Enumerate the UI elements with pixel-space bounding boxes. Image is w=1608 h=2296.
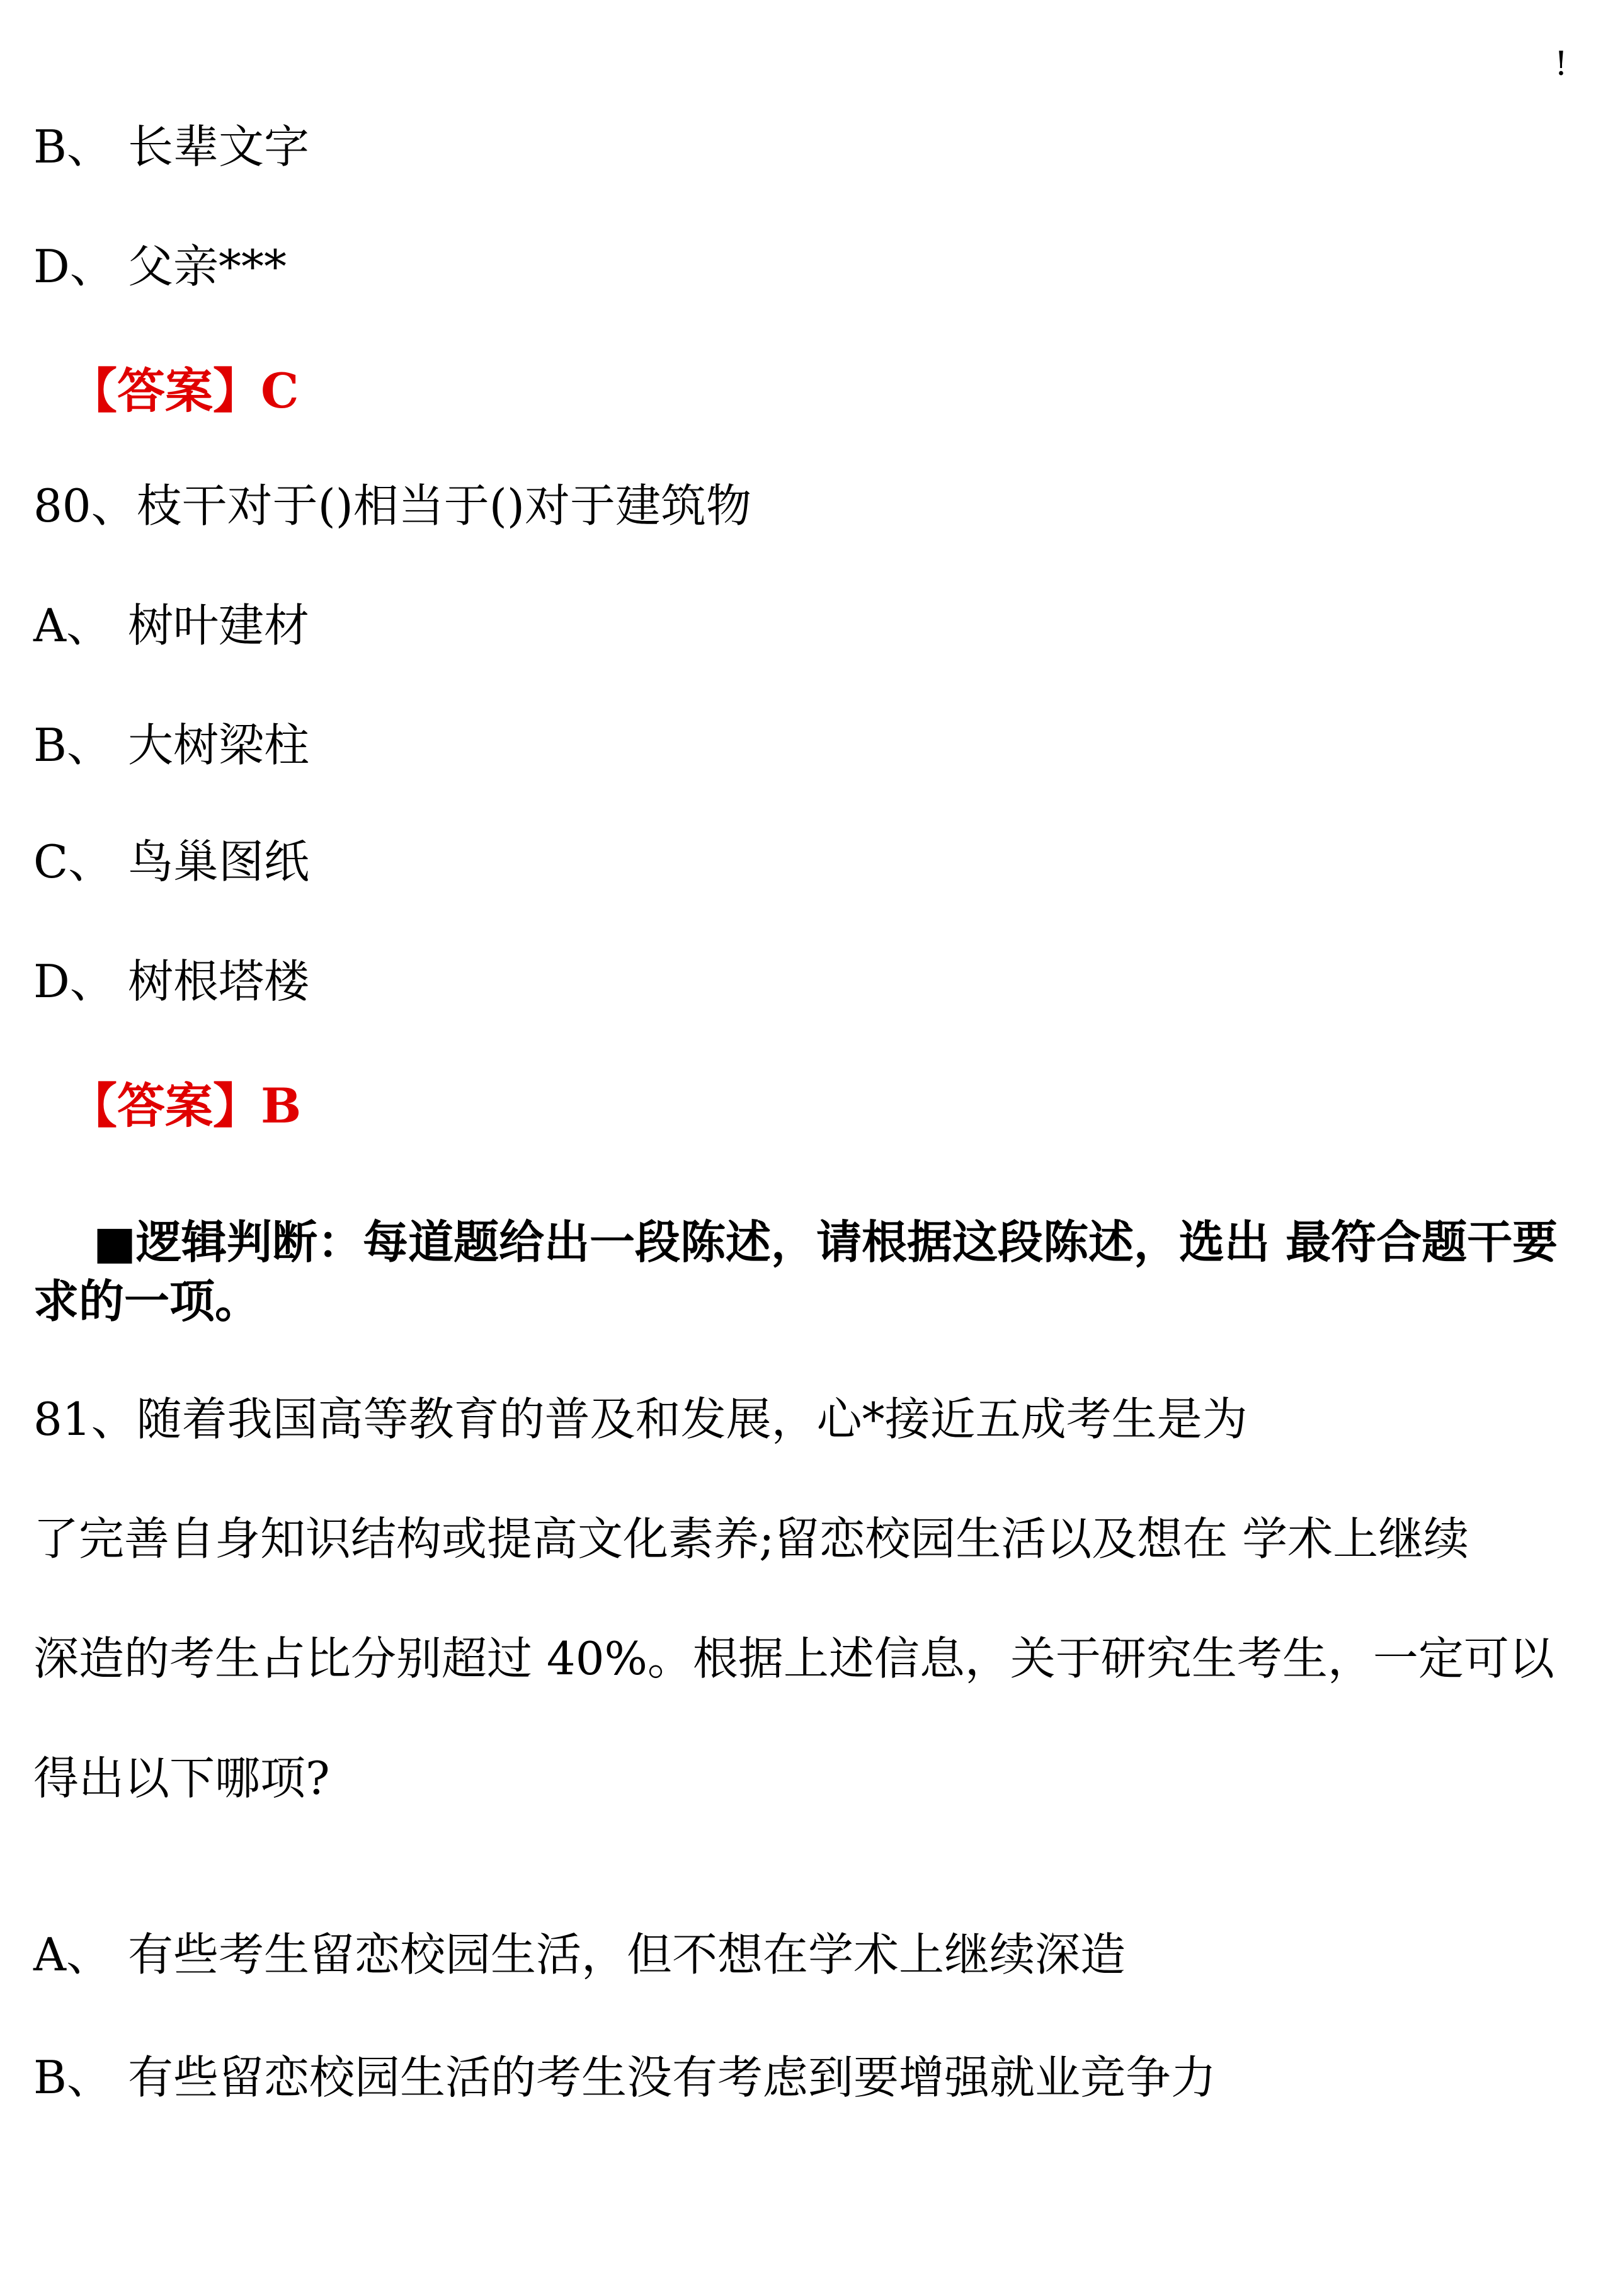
- option-key: B、: [33, 719, 112, 772]
- q81-question-line-1: 81、随着我国高等教育的普及和发展，心*接近五成考生是为: [33, 1393, 1248, 1446]
- option-text: 父亲***: [128, 240, 287, 293]
- q79-option-b: [33, 120, 309, 174]
- option-text: 有些留恋校园生活的考生没有考虑到要增强就业竞争力: [128, 2051, 1217, 2104]
- q80-question: 80、枝干对于()相当于()对于建筑物: [33, 479, 751, 532]
- option-text: 大树梁柱: [128, 719, 310, 772]
- section-heading: ■逻辑判断：每道题给出一段陈述，请根据这段陈述，选出 最符合题干要求的一项。: [33, 1215, 1558, 1328]
- option-text: 树叶建材: [128, 599, 310, 652]
- q81-question-line-2: 了完善自身知识结构或提高文化素养;留恋校园生活以及想在 学术上继续: [33, 1512, 1469, 1565]
- option-key: C、: [33, 835, 114, 888]
- option-key: B、: [33, 120, 112, 173]
- q80-option-c: [33, 835, 309, 889]
- q81-question-line-3: 深造的考生占比分别超过 40%。根据上述信息，关于研究生考生，一定可以: [33, 1632, 1554, 1685]
- option-key: D、: [33, 955, 115, 1008]
- q81-question-line-4: 得出以下哪项?: [33, 1752, 330, 1805]
- q80-option-d: [33, 954, 309, 1008]
- q80-option-b: [33, 718, 309, 772]
- q80-option-a: [33, 598, 309, 653]
- option-key: B、: [33, 2051, 112, 2104]
- q81-option-b: [33, 2050, 1216, 2105]
- option-text: 鸟巢图纸: [128, 835, 310, 888]
- q79-option-d: [33, 239, 287, 294]
- option-text: 树根塔楼: [128, 955, 310, 1008]
- option-key: A、: [33, 1928, 111, 1981]
- q81-option-a: [33, 1928, 1126, 1982]
- option-text: 长辈文字: [128, 120, 310, 173]
- q80-answer: 【答案】B: [69, 1078, 302, 1134]
- option-key: D、: [33, 240, 115, 293]
- option-text: 有些考生留恋校园生活，但不想在学术上继续深造: [128, 1928, 1126, 1981]
- q79-answer: 【答案】C: [69, 363, 299, 419]
- corner-mark: !: [1554, 45, 1568, 83]
- option-key: A、: [33, 599, 111, 652]
